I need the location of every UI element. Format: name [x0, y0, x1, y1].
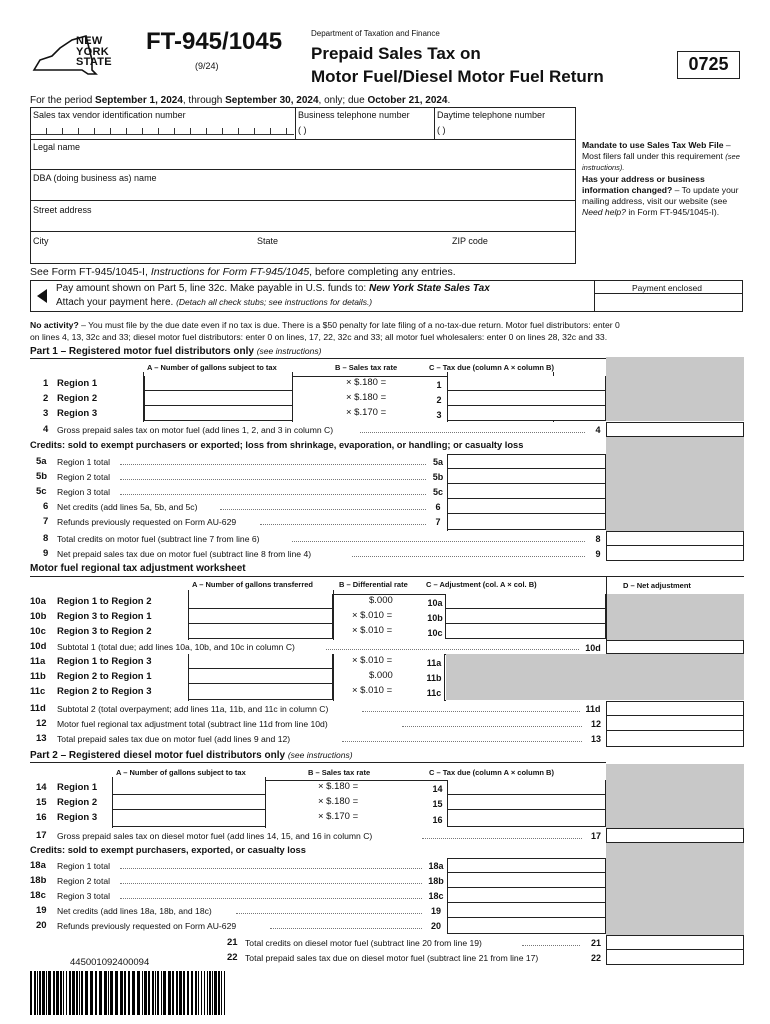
- part1-credit-row: 5a Region 1 total 5a: [30, 454, 606, 469]
- worksheet-row: 10b Region 3 to Region 1 × $.010 = 10b: [30, 609, 606, 624]
- line19-input[interactable]: [447, 903, 606, 918]
- part2-col-a-header: A – Number of gallons subject to tax: [116, 768, 246, 777]
- vendor-id-input[interactable]: [31, 121, 294, 137]
- line9-input[interactable]: [606, 546, 744, 561]
- line18b-input[interactable]: [447, 873, 606, 888]
- form-title-1: Prepaid Sales Tax on: [311, 44, 481, 63]
- line15-tax-input[interactable]: [447, 795, 606, 810]
- worksheet-title: Motor fuel regional tax adjustment worksheet: [30, 563, 246, 574]
- worksheet-row: 10a Region 1 to Region 2 $.000 10a: [30, 594, 606, 609]
- shaded-column-2: [606, 437, 744, 531]
- line14-tax-input[interactable]: [447, 780, 606, 795]
- barcode-bar: [48, 971, 51, 1015]
- line5a-input[interactable]: [447, 454, 606, 469]
- no-activity-line-2: on lines 4, 13, 32c and 33; diesel motor fuel distributors: enter 0 on lines, 17, 22, 32c and 33; all motor fuel wholesalers: enter 0 on lines 28, 32c and 33.: [30, 332, 608, 342]
- part2-credit-row: 18b Region 2 total 18b: [30, 873, 606, 888]
- worksheet-row: 11a Region 1 to Region 3 × $.010 = 11a: [30, 655, 442, 668]
- line2-tax-input[interactable]: [447, 391, 606, 406]
- line6-input[interactable]: [447, 499, 606, 514]
- barcode-bar: [155, 971, 156, 1015]
- zip-label: ZIP code: [452, 236, 488, 246]
- barcode-bar: [209, 971, 211, 1015]
- payment-line-2: Attach your payment here. (Detach all check stubs; see instructions for details.): [56, 297, 373, 308]
- line11a-gallons-input[interactable]: [188, 654, 333, 669]
- see-form-instructions: See Form FT-945/1045-I, Instructions for Form FT-945/1045, before completing any entries.: [30, 266, 456, 278]
- barcode-bar: [30, 971, 32, 1015]
- barcode-bar: [183, 971, 185, 1015]
- line11b-gallons-input[interactable]: [188, 669, 333, 684]
- barcode-bar: [137, 971, 140, 1015]
- part1-col-c-header: C – Tax due (column A × column B): [429, 363, 554, 372]
- business-phone-input[interactable]: ( ): [298, 125, 307, 135]
- worksheet-row: 11c Region 2 to Region 3 × $.010 = 11c: [30, 685, 442, 698]
- barcode-bar: [221, 971, 222, 1015]
- part2-row: 15 Region 2 × $.180 = 15: [30, 795, 606, 810]
- line14-gallons-input[interactable]: [112, 780, 266, 795]
- vendor-id-label: Sales tax vendor identification number: [33, 110, 186, 120]
- line10a-adjustment-input[interactable]: [445, 594, 606, 609]
- line10c-gallons-input[interactable]: [188, 624, 333, 639]
- barcode-bar: [108, 971, 109, 1015]
- barcode-bar: [132, 971, 135, 1015]
- barcode-bar: [195, 971, 197, 1015]
- barcode-bar: [63, 971, 64, 1015]
- dba-input[interactable]: [31, 184, 575, 198]
- line10c-adjustment-input[interactable]: [445, 624, 606, 639]
- line21-input[interactable]: [606, 935, 744, 950]
- line10a-gallons-input[interactable]: [188, 594, 333, 609]
- barcode-bar: [81, 971, 83, 1015]
- street-label: Street address: [33, 205, 92, 215]
- barcode-bar: [115, 971, 118, 1015]
- line7-input[interactable]: [447, 514, 606, 530]
- barcode-bar: [204, 971, 205, 1015]
- barcode-bar: [144, 971, 147, 1015]
- payment-line-1: Pay amount shown on Part 5, line 32c. Make payable in U.S. funds to: New York State Sales Tax: [56, 283, 490, 294]
- payment-enclosed-input[interactable]: [595, 294, 742, 311]
- line8-input[interactable]: [606, 531, 744, 546]
- city-state-zip-input[interactable]: [31, 247, 575, 262]
- period-line: For the period September 1, 2024, through September 30, 2024, only; due October 21, 2024.: [30, 95, 451, 106]
- barcode-bar: [124, 971, 126, 1015]
- line4-input[interactable]: [606, 422, 744, 437]
- part1-credit-row: 7 Refunds previously requested on Form AU-629 7: [30, 514, 606, 530]
- address-change-text: – To update your mailing address, visit our website (see: [582, 185, 739, 206]
- daytime-phone-label: Daytime telephone number: [437, 110, 546, 120]
- barcode-bar: [66, 971, 67, 1015]
- barcode-bar: [39, 971, 41, 1015]
- daytime-phone-input[interactable]: ( ): [437, 125, 446, 135]
- part2-col-b-header: B – Sales tax rate: [308, 768, 371, 777]
- shaded-column-5: [606, 764, 744, 828]
- worksheet-row: 11b Region 2 to Region 1 $.000 11b: [30, 670, 442, 683]
- part1-row: 1 Region 1 × $.180 = 1: [30, 376, 606, 391]
- line5c-input[interactable]: [447, 484, 606, 499]
- line10d-input[interactable]: [606, 640, 744, 654]
- barcode-bar: [214, 971, 217, 1015]
- barcode-bar: [176, 971, 178, 1015]
- part1-row: 2 Region 2 × $.180 = 2: [30, 391, 606, 406]
- line4-row: 4 Gross prepaid sales tax on motor fuel (add lines 1, 2, and 3 in column C) 4: [30, 422, 744, 437]
- line17-row: 17 Gross prepaid sales tax on diesel motor fuel (add lines 14, 15, and 16 in column C) 17: [30, 828, 744, 843]
- ny-state-logo: [30, 30, 125, 76]
- street-input[interactable]: [31, 216, 575, 230]
- legal-name-input[interactable]: [31, 153, 575, 167]
- form-number: FT-945/1045: [146, 28, 283, 55]
- business-phone-label: Business telephone number: [298, 110, 410, 120]
- line1-tax-input[interactable]: [447, 376, 606, 391]
- logo-word-1: NEW: [76, 35, 103, 47]
- line5b-input[interactable]: [447, 469, 606, 484]
- logo-word-3: STATE: [76, 56, 112, 68]
- part2-title: Part 2 – Registered diesel motor fuel distributors only (see instructions): [30, 750, 353, 761]
- line11-adjustment-inputs[interactable]: [444, 654, 446, 701]
- barcode-bar: [128, 971, 130, 1015]
- mandate-title: Mandate to use Sales Tax Web File: [582, 140, 724, 150]
- part2-row: 16 Region 3 × $.170 = 16: [30, 810, 606, 827]
- line9-row: 9 Net prepaid sales tax due on motor fuel (subtract line 8 from line 4) 9: [30, 546, 744, 561]
- part1-credit-row: 6 Net credits (add lines 5a, 5b, and 5c) 6: [30, 499, 606, 514]
- line20-input[interactable]: [447, 918, 606, 934]
- barcode-bar: [212, 971, 213, 1015]
- line13-row: 13 Total prepaid sales tax due on motor fuel (add lines 9 and 12) 13: [30, 731, 744, 747]
- part1-credit-row: 5c Region 3 total 5c: [30, 484, 606, 499]
- city-label: City: [33, 236, 49, 246]
- barcode-bar: [198, 971, 199, 1015]
- shaded-column-3: [606, 594, 744, 640]
- line10d-row: 10d Subtotal 1 (total due; add lines 10a, 10b, and 10c in column C) 10d: [30, 640, 744, 654]
- part2-credit-row: 19 Net credits (add lines 18a, 18b, and 18c) 19: [30, 903, 606, 918]
- barcode-bar: [168, 971, 171, 1015]
- line17-input[interactable]: [606, 828, 744, 843]
- line15-gallons-input[interactable]: [112, 795, 266, 810]
- barcode-bar: [37, 971, 38, 1015]
- part2-row: 14 Region 1 × $.180 = 14: [30, 780, 606, 795]
- state-label: State: [257, 236, 279, 246]
- barcode-bar: [56, 971, 59, 1015]
- form-code-box: [677, 51, 740, 79]
- barcode-bar: [99, 971, 102, 1015]
- barcode-bar: [79, 971, 80, 1015]
- barcode-bar: [34, 971, 36, 1015]
- logo-word-2: YORK: [76, 45, 109, 58]
- form-revision: (9/24): [195, 61, 219, 71]
- part1-row: 3 Region 3 × $.170 = 3: [30, 406, 606, 421]
- barcode-bar: [187, 971, 189, 1015]
- arrow-left-icon: [37, 289, 47, 303]
- part2-col-c-header: C – Tax due (column A × column B): [429, 768, 554, 777]
- part1-col-a-header: A – Number of gallons subject to tax: [147, 363, 277, 372]
- line11d-row: 11d Subtotal 2 (total overpayment; add lines 11a, 11b, and 11c in column C) 11d: [30, 701, 744, 716]
- dba-label: DBA (doing business as) name: [33, 173, 157, 183]
- line21-row: 21 Total credits on diesel motor fuel (subtract line 20 from line 19) 21: [220, 935, 744, 950]
- payment-enclosed-label: Payment enclosed: [632, 283, 702, 293]
- legal-name-label: Legal name: [33, 142, 81, 152]
- barcode-bar: [76, 971, 78, 1015]
- part2-credit-row: 18a Region 1 total 18a: [30, 858, 606, 873]
- worksheet-col-b-header: B – Differential rate: [339, 580, 408, 589]
- line16-gallons-input[interactable]: [112, 810, 266, 827]
- shaded-column-1: [606, 357, 744, 421]
- barcode-bar: [69, 971, 71, 1015]
- line16-tax-input[interactable]: [447, 810, 606, 827]
- form-code: 0725: [688, 54, 729, 74]
- barcode-bar: [218, 971, 220, 1015]
- department-name: Department of Taxation and Finance: [311, 29, 440, 38]
- barcode-bar: [172, 971, 174, 1015]
- line22-input[interactable]: [606, 950, 744, 965]
- line2-gallons-input[interactable]: [144, 391, 293, 406]
- mandate-text: – Most filers fall under this requirement: [582, 140, 731, 161]
- no-activity-line-1: No activity? – You must file by the due date even if no tax is due. There is a $50 penalty for late filing of a no-tax-due return. Motor fuel distributors: enter 0: [30, 320, 620, 330]
- barcode-bar: [120, 971, 123, 1015]
- barcode-number: 445001092400094: [70, 957, 150, 968]
- barcode-bar: [104, 971, 107, 1015]
- part2-credit-row: 18c Region 3 total 18c: [30, 888, 606, 903]
- barcode-bar: [42, 971, 45, 1015]
- part1-credit-row: 5b Region 2 total 5b: [30, 469, 606, 484]
- line11d-input[interactable]: [606, 701, 744, 716]
- mandate-italic: (see instructions).: [582, 152, 740, 172]
- barcode-bar: [148, 971, 150, 1015]
- barcode-bar: [110, 971, 113, 1015]
- line12-row: 12 Motor fuel regional tax adjustment total (subtract line 11d from line 10d) 12: [30, 716, 744, 731]
- form-title-2: Motor Fuel/Diesel Motor Fuel Return: [311, 67, 604, 86]
- worksheet-col-a-header: A – Number of gallons transferred: [192, 580, 313, 589]
- part2-credits-title: Credits: sold to exempt purchasers, exported, or casualty loss: [30, 845, 306, 855]
- worksheet-col-c-header: C – Adjustment (col. A × col. B): [426, 580, 537, 589]
- line3-tax-input[interactable]: [447, 406, 606, 421]
- barcode-icon: [30, 971, 228, 1015]
- line18a-input[interactable]: [447, 858, 606, 873]
- need-help-link[interactable]: Need help?: [582, 207, 626, 217]
- barcode-bar: [201, 971, 202, 1015]
- line11c-gallons-input[interactable]: [188, 684, 333, 700]
- part2-credit-row: 20 Refunds previously requested on Form AU-629 20: [30, 918, 606, 934]
- shaded-column-6: [606, 843, 744, 937]
- line10b-adjustment-input[interactable]: [445, 609, 606, 624]
- barcode-bar: [152, 971, 154, 1015]
- barcode-bar: [46, 971, 47, 1015]
- barcode-bar: [157, 971, 159, 1015]
- barcode-bar: [224, 971, 225, 1015]
- barcode-bar: [179, 971, 182, 1015]
- line3-gallons-input[interactable]: [144, 406, 293, 421]
- barcode-bar: [163, 971, 166, 1015]
- barcode-bar: [53, 971, 55, 1015]
- barcode-bar: [85, 971, 88, 1015]
- line13-input[interactable]: [606, 731, 744, 747]
- address-change-title: Has your address or business information changed?: [582, 174, 705, 195]
- line10b-gallons-input[interactable]: [188, 609, 333, 624]
- worksheet-row: 10c Region 3 to Region 2 × $.010 = 10c: [30, 624, 606, 639]
- shaded-column-4: [445, 654, 744, 700]
- barcode-bar: [72, 971, 75, 1015]
- part1-col-b-header: B – Sales tax rate: [335, 363, 398, 372]
- barcode-bar: [191, 971, 193, 1015]
- line1-gallons-input[interactable]: [144, 376, 293, 391]
- barcode-bar: [207, 971, 208, 1015]
- worksheet-col-d-header: D – Net adjustment: [623, 581, 691, 590]
- sidebar-notes: Mandate to use Sales Tax Web File – Most filers fall under this requirement (see instructions). Has your address or business information changed? – To update your mailing address, visit our website (see Need help? in Form FT-945/1045-I).: [582, 140, 740, 217]
- barcode-bar: [161, 971, 162, 1015]
- line22-row: 22 Total prepaid sales tax due on diesel motor fuel (subtract line 21 from line 17) 22: [220, 950, 744, 965]
- barcode-bar: [142, 971, 143, 1015]
- line12-input[interactable]: [606, 716, 744, 731]
- barcode-bar: [60, 971, 62, 1015]
- barcode-bar: [95, 971, 97, 1015]
- part1-credits-title: Credits: sold to exempt purchasers or exported; loss from shrinkage, evaporation, or handling; or casualty loss: [30, 440, 524, 450]
- line18c-input[interactable]: [447, 888, 606, 903]
- line8-row: 8 Total credits on motor fuel (subtract line 7 from line 6) 8: [30, 531, 744, 546]
- part1-title: Part 1 – Registered motor fuel distributors only (see instructions): [30, 346, 322, 357]
- barcode-bar: [90, 971, 93, 1015]
